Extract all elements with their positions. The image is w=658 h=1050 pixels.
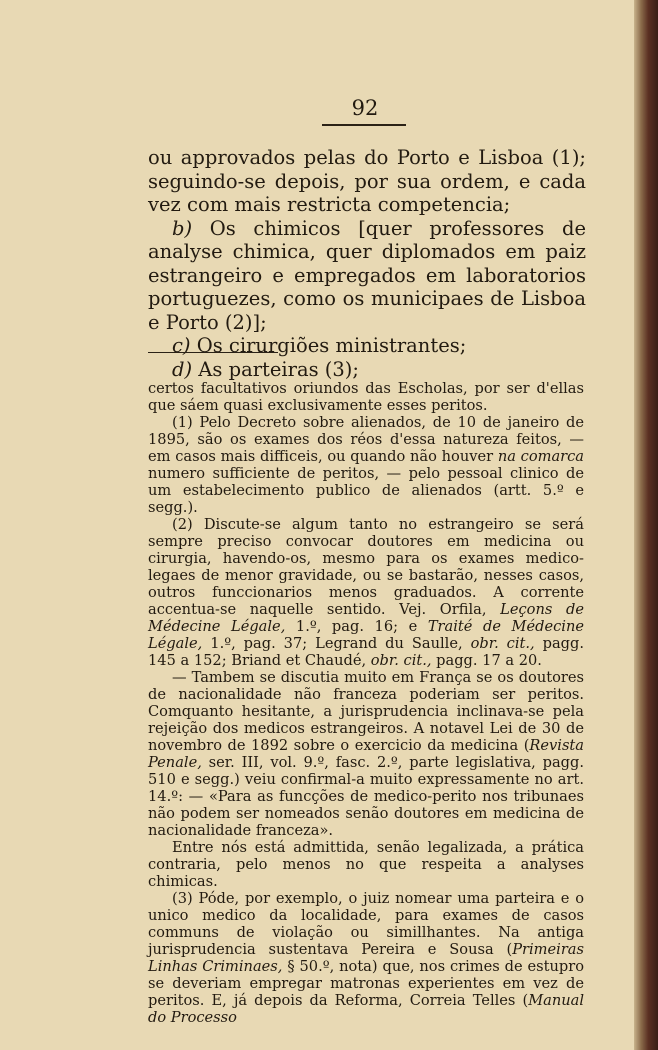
footnote-3-italic-2: Manual do Processo (148, 992, 584, 1026)
paragraph-d (148, 358, 586, 382)
item-letter-d: d) (172, 357, 193, 381)
book-spine (634, 0, 658, 1050)
footnote-2-text-c: 1.º, pag. 37; Legrand du Saulle, (202, 635, 471, 652)
footnote-1-italic: na comarca (497, 448, 584, 465)
footnote-2-closing: Entre nós está admittida, senão legalizada, a prática contraria, pelo menos no que respeita a analyses chimicas. (148, 839, 584, 890)
footnote-1-text-b: numero sufficiente de peritos, — pelo pessoal clinico de um estabelecimento publico de alienados (artt. 5.º e segg.). (148, 465, 584, 516)
item-letter-b: b) (172, 216, 193, 240)
footnote-1-text-a: (1) Pelo Decreto sobre alienados, de 10 de janeiro de 1895, são os exames dos réos d'essa natureza feitos, — em casos mais difficeis, ou quando não houver (148, 414, 584, 465)
footnote-2b-text-b: ser. III, vol. 9.º, fasc. 2.º, parte legislativa, pagg. 510 e segg.) veiu confirmal-a muito expressamente no art. 14.º: — «Para as funcções de medico-perito nos tribunaes não podem ser nomeados senão doutores em medicina de nacionalidade franceza». (148, 754, 584, 839)
paragraph-1: ou approvados pelas do Porto e Lisboa (1); seguindo-se depois, por sua ordem, e cada vez com mais restricta competencia; (148, 146, 586, 216)
footnote-3 (148, 890, 584, 1026)
footnote-2-italic-4: obr. cit., (370, 652, 432, 669)
paragraph-c-text: Os cirurgiões ministrantes; (190, 334, 467, 357)
footnote-2-text-d: pagg. 145 a 152; Briand et Chaudé, (148, 635, 584, 669)
header-rule (322, 124, 406, 126)
footnote-2b-italic: Revista Penale, (148, 737, 584, 771)
paragraph-c (148, 334, 586, 358)
footnote-2b-text-a: — Tambem se discutia muito em França se os doutores de nacionalidade não franceza poderiam ser peritos. Comquanto hesitante, a jurisprudencia inclinava-se pela rejeição dos medicos estrangeiros. A notavel Lei de 30 de novembro de 1892 sobre o exercicio da medicina ( (148, 669, 584, 754)
footnote-2-text-b: 1.º, pag. 16; e (285, 618, 428, 635)
paragraph-b-text: Os chimicos [quer professores de analyse chimica, quer diplomados em paiz estrangeiro e empregados em laboratorios portuguezes, como os municipaes de Lisboa e Porto (2)]; (148, 216, 586, 334)
paragraph-d-text: As parteiras (3); (192, 357, 359, 381)
footnote-rule (148, 352, 278, 353)
footnote-2-italic-3: obr. cit., (470, 635, 535, 652)
footnote-2-text-a: (2) Discute-se algum tanto no estrangeiro se será sempre preciso convocar doutores em medicina ou cirurgia, havendo-os, mesmo para os exames medico-legaes de menor gravidade, ou se bastarão, nesses casos, outros funccionarios menos graduados. A corrente accentua-se naquelle sentido. Vej. Orfila, (148, 516, 584, 618)
footnote-2-italic-1: Leçons de Médecine Légale, (148, 601, 584, 635)
footnote-2-continued (148, 669, 584, 839)
footnote-3-text-b: § 50.º, nota) que, nos crimes de estupro se deveriam empregar matronas experientes em vez de peritos. E, já depois da Reforma, Correia Telles ( (148, 958, 584, 1009)
footnotes (148, 380, 584, 1026)
footnote-2 (148, 516, 584, 669)
footnote-continuation: certos facultativos oriundos das Escholas, por ser d'ellas que sáem quasi exclusivamente esses peritos. (148, 380, 584, 414)
page-number: 92 (351, 96, 379, 120)
footnote-1 (148, 414, 584, 516)
footnote-2-text-e: pagg. 17 a 20. (431, 652, 542, 669)
footnote-2-italic-2: Traité de Médecine Légale, (148, 618, 584, 652)
paragraph-b (148, 217, 586, 335)
footnote-3-italic-1: Primeiras Linhas Criminaes, (148, 941, 584, 975)
footnote-3-text-a: (3) Póde, por exemplo, o juiz nomear uma parteira e o unico medico da localidade, para exames de casos communs de violação ou simillhantes. Na antiga jurisprudencia sustentava Pereira e Sousa ( (148, 890, 584, 958)
main-text (148, 146, 586, 381)
item-letter-c: c) (172, 334, 191, 357)
